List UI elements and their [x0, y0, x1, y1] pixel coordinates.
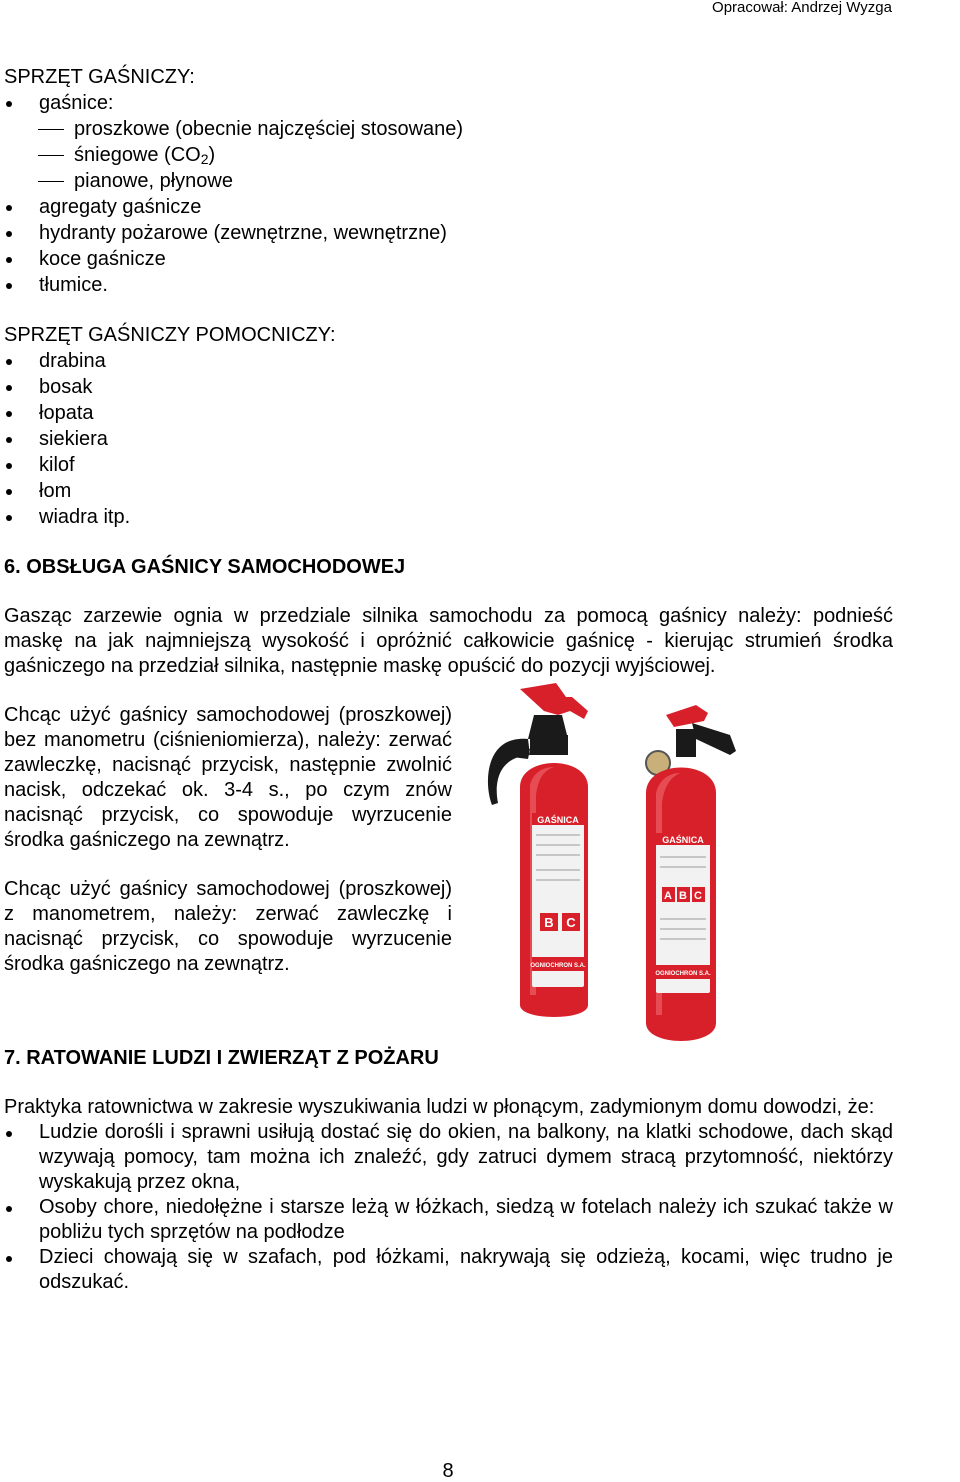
- ext-right-class-c: C: [694, 890, 702, 902]
- ext-left-class-b: B: [544, 915, 554, 930]
- page-number: 8: [442, 1460, 454, 1482]
- ext-right-brand: GAŚNICA: [662, 835, 704, 845]
- extinguishers-figure-column: [452, 703, 893, 977]
- co2-type-text: śniegowe (CO: [74, 144, 201, 166]
- list-item: siekiera: [4, 426, 893, 452]
- list-item: łopata: [4, 400, 893, 426]
- section-7-list: [4, 1120, 893, 1295]
- ext-right-maker: OGNIOCHRON S.A.: [655, 971, 711, 977]
- list-item: proszkowe (obecnie najczęściej stosowane): [4, 116, 893, 142]
- section-6-heading: 6. OBSŁUGA GAŚNICY SAMOCHODOWEJ: [4, 556, 406, 578]
- ext-right-class-a: A: [664, 890, 672, 902]
- list-item: Ludzie dorośli i sprawni usiłują dostać się do okien, na balkony, na klatki schodowe, dach skąd wzywają pomocy, tam można ich znaleźć, gdy zatruci dymem stracą przytomność, niektórzy wyskakują przez okna,: [4, 1120, 893, 1195]
- co2-close-paren: ): [208, 144, 216, 166]
- ext-left-brand: GAŚNICA: [537, 815, 579, 825]
- list-item: koce gaśnicze: [4, 246, 893, 272]
- list-item: [4, 90, 893, 116]
- list-item: wiadra itp.: [4, 504, 893, 530]
- car-extinguishers-image: [484, 675, 804, 1100]
- ext-left-maker: OGNIOCHRON S.A.: [530, 963, 586, 969]
- list-item: hydranty pożarowe (zewnętrzne, wewnętrzne): [4, 220, 893, 246]
- list-item: drabina: [4, 348, 893, 374]
- ext-right-class-b: B: [679, 890, 687, 902]
- list-item: Dzieci chowają się w szafach, pod łóżkami, nakrywają się odzieżą, kocami, więc trudno je odszukać.: [4, 1245, 893, 1295]
- list-item: Osoby chore, niedołężne i starsze leżą w łóżkach, siedzą w fotelach należy ich szukać także w pobliżu tych sprzętów na podłodze: [4, 1195, 893, 1245]
- list-item: kilof: [4, 452, 893, 478]
- co2-subscript: 2: [200, 151, 209, 167]
- section-6-text-column: [4, 703, 452, 977]
- page-header-author: Opracował: Andrzej Wyzga: [712, 0, 892, 16]
- document-body: [4, 64, 893, 1295]
- extinguisher-left: [488, 683, 588, 1017]
- list-item: tłumice.: [4, 272, 893, 298]
- extinguisher-right: [646, 705, 736, 1041]
- list-item: [4, 142, 893, 168]
- list-item: łom: [4, 478, 893, 504]
- section-6-paragraph-1: Gasząc zarzewie ognia w przedziale silnika samochodu za pomocą gaśnicy należy: podnieść maskę na jak najmniejszą wysokość i opróżnić całkowicie gaśnicę - kierując strumień środka gaśniczego na przedział silnika, następnie maskę opuścić do pozycji wyjściowej.: [4, 605, 893, 677]
- list-item: bosak: [4, 374, 893, 400]
- section-6-two-column: [4, 703, 893, 977]
- equipment-items-list: [4, 194, 893, 298]
- extinguisher-types-list: [4, 116, 893, 194]
- section-6-paragraph-2: Chcąc użyć gaśnicy samochodowej (proszkowej) bez manometru (ciśnieniomierza), należy: zerwać zawleczkę, nacisnąć przycisk, następnie zwolnić nacisk, odczekać ok. 3-4 s., po czym znów nacisnąć przycisk, co spowoduje wyrzucenie środka gaśniczego na zewnątrz.: [4, 704, 452, 851]
- list-item: pianowe, płynowe: [4, 168, 893, 194]
- ext-left-class-c: C: [566, 915, 576, 930]
- section-6-paragraph-3: Chcąc użyć gaśnicy samochodowej (proszkowej) z manometrem, należy: zerwać zawleczkę i nacisnąć przycisk, co spowoduje wyrzucenie środka gaśniczego na zewnątrz.: [4, 878, 452, 975]
- equipment-title: SPRZĘT GAŚNICZY:: [4, 66, 195, 88]
- extinguishers-label: gaśnice:: [39, 92, 114, 114]
- section-7-intro: Praktyka ratownictwa w zakresie wyszukiwania ludzi w płonącym, zadymionym domu dowodzi, że:: [4, 1096, 875, 1118]
- list-item: agregaty gaśnicze: [4, 194, 893, 220]
- auxiliary-list: [4, 348, 893, 530]
- section-7-heading: 7. RATOWANIE LUDZI I ZWIERZĄT Z POŻARU: [4, 1047, 439, 1069]
- auxiliary-title: SPRZĘT GAŚNICZY POMOCNICZY:: [4, 324, 336, 346]
- equipment-list: [4, 90, 893, 116]
